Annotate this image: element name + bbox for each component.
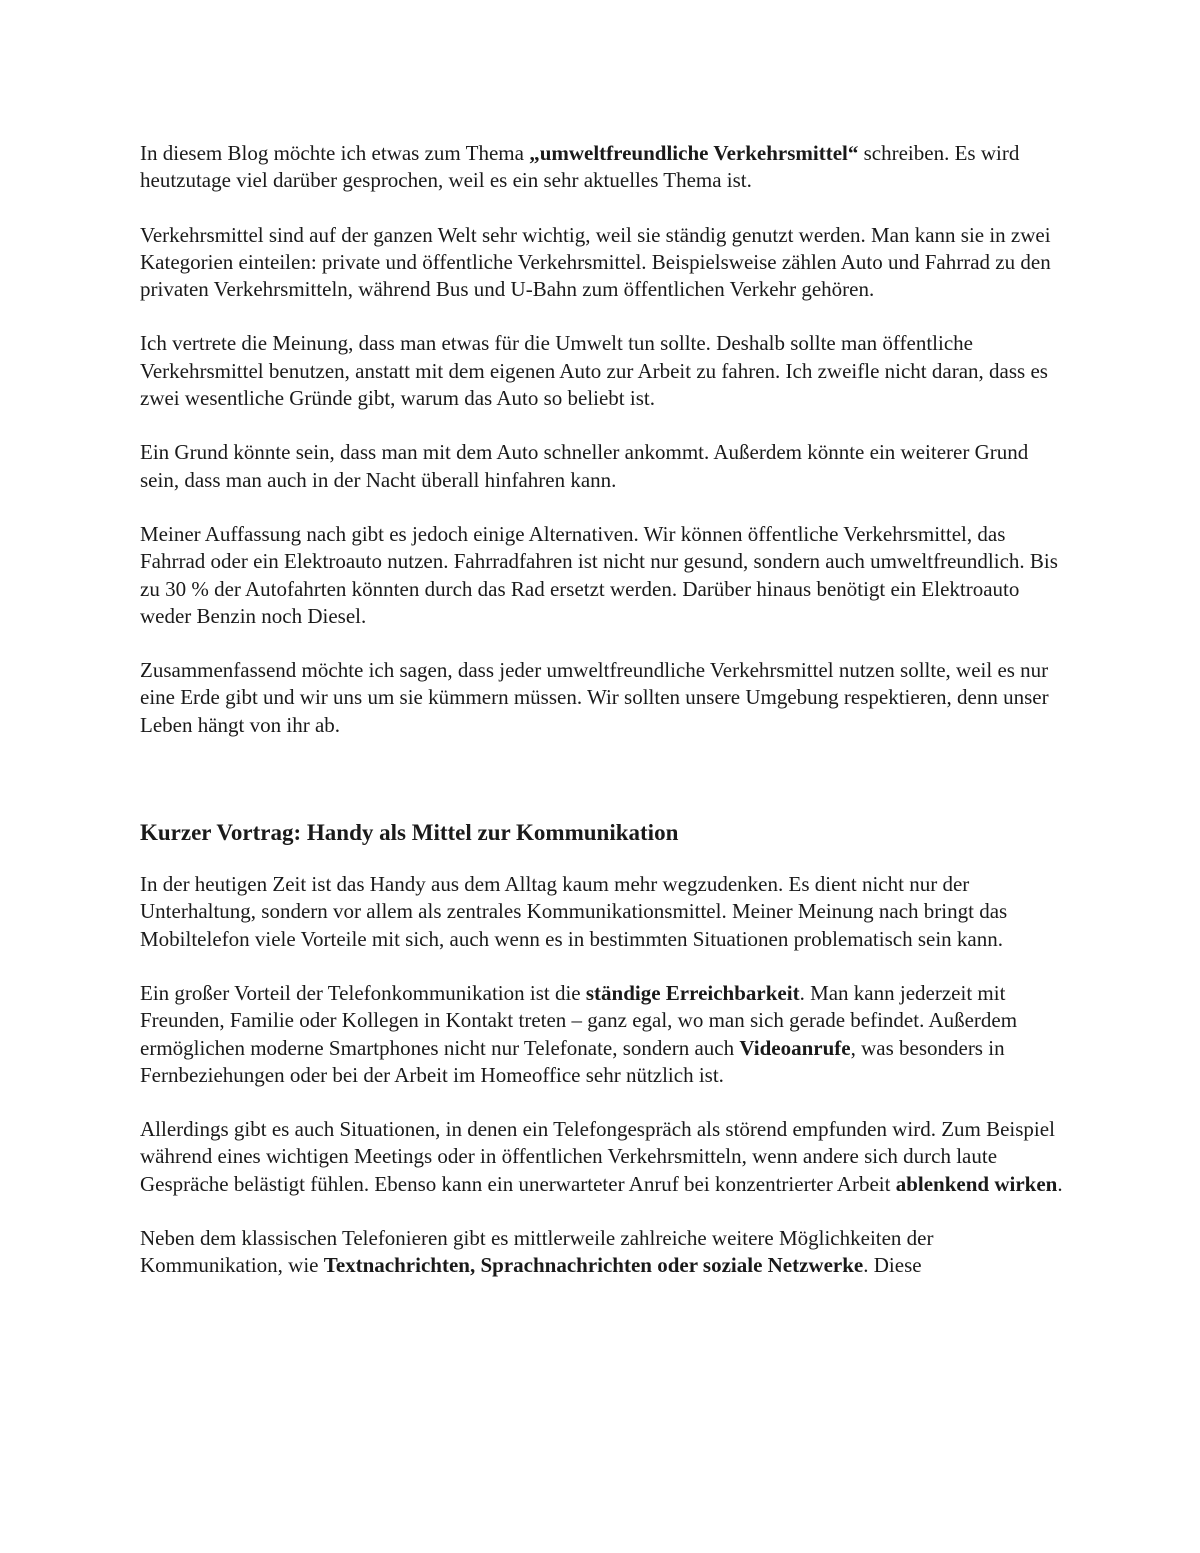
vortrag-p3-text-a: Allerdings gibt es auch Situationen, in denen ein Telefongespräch als störend empfunden wird. Zum Beispiel während eines wichtigen Meetings oder in öffentlichen Verkehrsmitteln, wenn andere sich durch laute Gespräche belästigt fühlen. Ebenso kann ein unerwarteter Anruf bei konzentrierter Arbeit xyxy=(140,1117,1055,1196)
blog-p1-topic-bold: „umweltfreundliche Verkehrsmittel“ xyxy=(529,141,859,165)
section-spacer xyxy=(140,766,1065,818)
blog-paragraph-5: Meiner Auffassung nach gibt es jedoch einige Alternativen. Wir können öffentliche Verkehrsmittel, das Fahrrad oder ein Elektroauto nutzen. Fahrradfahren ist nicht nur gesund, sondern auch umweltfreundlich. Bis zu 30 % der Autofahrten könnten durch das Rad ersetzt werden. Darüber hinaus benötigt ein Elektroauto weder Benzin noch Diesel. xyxy=(140,521,1058,628)
vortrag-paragraph-4 xyxy=(140,1225,1065,1280)
blog-paragraph-1 xyxy=(140,140,1065,195)
vortrag-p3-bold-ablenkend: ablenkend wirken xyxy=(895,1171,1058,1196)
vortrag-p4-text-a: Neben dem klassischen Telefonieren gibt es mittlerweile zahlreiche weitere Möglichkeiten der Kommunikation, wie xyxy=(140,1226,934,1278)
vortrag-p2-text-e: , was besonders in Fernbeziehungen oder bei der Arbeit im Homeoffice sehr nützlich ist. xyxy=(140,1035,1005,1087)
vortrag-p2-text-c: . Man kann jederzeit mit Freunden, Familie oder Kollegen in Kontakt treten – ganz egal, wo man sich gerade befindet. Außerdem ermöglichen moderne Smartphones nicht nur Telefonate, sondern auch xyxy=(140,980,1018,1060)
vortrag-paragraph-3 xyxy=(140,1116,1065,1198)
document-page xyxy=(140,140,1065,1307)
vortrag-p2-bold-videoanrufe: Videoanrufe xyxy=(739,1035,851,1060)
vortrag-p2-text-a: Ein großer Vorteil der Telefonkommunikation ist die xyxy=(140,980,586,1005)
vortrag-p4-bold-kommunikationsarten: Textnachrichten, Sprachnachrichten oder soziale Netzwerke xyxy=(323,1253,864,1278)
blog-paragraph-6: Zusammenfassend möchte ich sagen, dass jeder umweltfreundliche Verkehrsmittel nutzen sollte, weil es nur eine Erde gibt und wir uns um sie kümmern müssen. Wir sollten unsere Umgebung respektieren, denn unser Leben hängt von ihr ab. xyxy=(140,658,1049,737)
vortrag-p4-text-c: . Diese xyxy=(863,1253,922,1278)
blog-paragraph-4: Ein Grund könnte sein, dass man mit dem Auto schneller ankommt. Außerdem könnte ein weiterer Grund sein, dass man auch in der Nacht überall hinfahren kann. xyxy=(140,440,1029,492)
vortrag-heading: Kurzer Vortrag: Handy als Mittel zur Kommunikation xyxy=(140,820,679,846)
vortrag-paragraph-2 xyxy=(140,980,1065,1089)
vortrag-p3-text-c: . xyxy=(1057,1171,1063,1196)
blog-p1-text-c: schreiben. Es wird heutzutage viel darüber gesprochen, weil es ein sehr aktuelles Thema ist. xyxy=(140,141,1020,193)
blog-paragraph-3: Ich vertrete die Meinung, dass man etwas für die Umwelt tun sollte. Deshalb sollte man öffentliche Verkehrsmittel benutzen, anstatt mit dem eigenen Auto zur Arbeit zu fahren. Ich zweifle nicht daran, dass es zwei wesentliche Gründe gibt, warum das Auto so beliebt ist. xyxy=(140,331,1048,411)
vortrag-paragraph-1: In der heutigen Zeit ist das Handy aus dem Alltag kaum mehr wegzudenken. Es dient nicht nur der Unterhaltung, sondern vor allem als zentrales Kommunikationsmittel. Meiner Meinung nach bringt das Mobiltelefon viele Vorteile mit sich, auch wenn es in bestimmten Situationen problematisch sein kann. xyxy=(140,872,1008,951)
vortrag-p2-bold-erreichbarkeit: ständige Erreichbarkeit xyxy=(585,980,800,1005)
blog-paragraph-2: Verkehrsmittel sind auf der ganzen Welt sehr wichtig, weil sie ständig genutzt werden. Man kann sie in zwei Kategorien einteilen: private und öffentliche Verkehrsmittel. Beispielsweise zählen Auto und Fahrrad zu den privaten Verkehrsmitteln, während Bus und U-Bahn zum öffentlichen Verkehr gehören. xyxy=(140,222,1051,302)
blog-p1-text-a: In diesem Blog möchte ich etwas zum Thema xyxy=(140,141,530,165)
